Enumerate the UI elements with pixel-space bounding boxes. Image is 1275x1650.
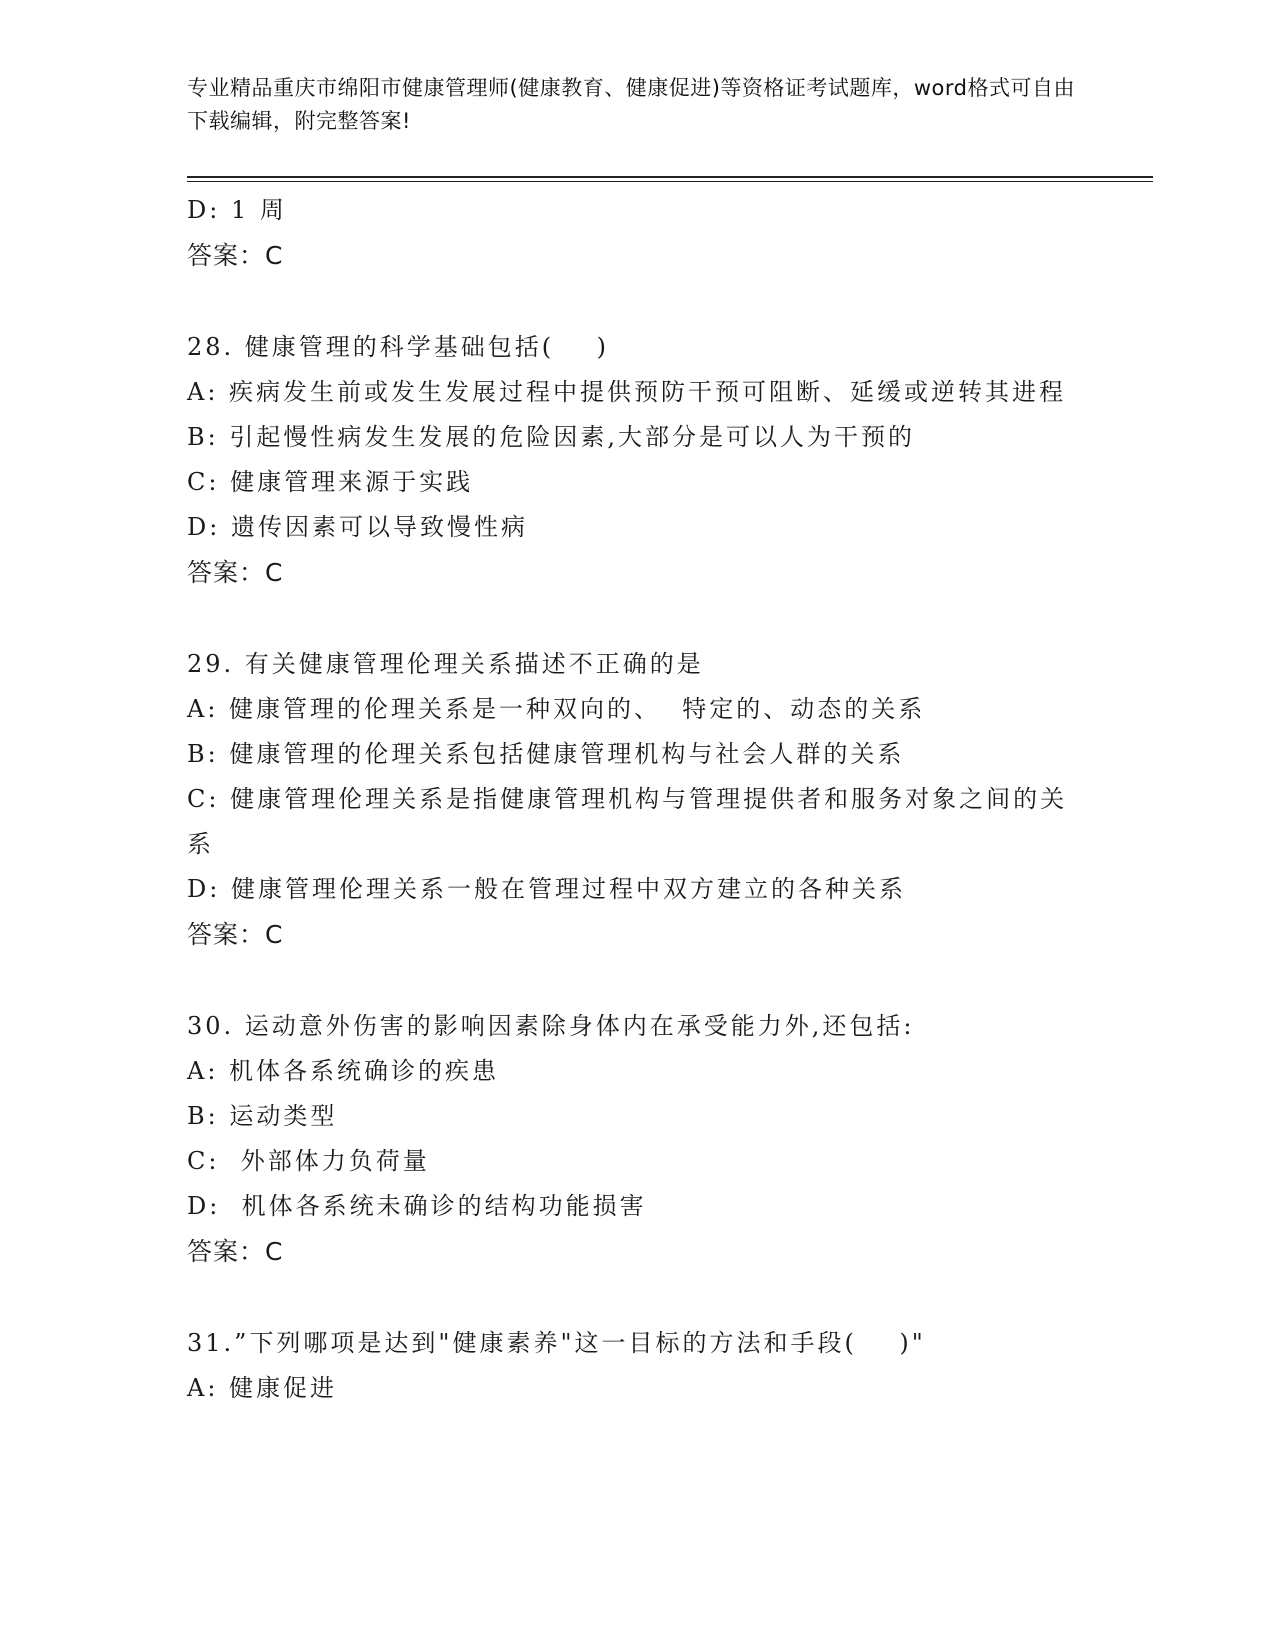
q28-title: 28. 健康管理的科学基础包括( ): [187, 333, 610, 361]
q30-option-d: D: 机体各系统未确诊的结构功能损害: [187, 1192, 647, 1220]
q29-option-d: D: 健康管理伦理关系一般在管理过程中双方建立的各种关系: [187, 875, 906, 903]
q31-title: 31.”下列哪项是达到"健康素养"这一目标的方法和手段( )": [187, 1329, 926, 1357]
q30-option-a: A: 机体各系统确诊的疾患: [187, 1057, 500, 1085]
q30-answer: 答案：C: [187, 1237, 284, 1266]
q28-option-b: B: 引起慢性病发生发展的危险因素,大部分是可以人为干预的: [187, 423, 915, 451]
q30-option-b: B: 运动类型: [187, 1102, 338, 1130]
q28-option-d: D: 遗传因素可以导致慢性病: [187, 513, 528, 541]
q30-option-c: C: 外部体力负荷量: [187, 1147, 430, 1175]
question-content: [187, 188, 1087, 1411]
header-rule-thick: [187, 176, 1153, 178]
q30-title: 30. 运动意外伤害的影响因素除身体内在承受能力外,还包括:: [187, 1012, 915, 1040]
q28-option-c: C: 健康管理来源于实践: [187, 468, 474, 496]
q29-option-c: C: 健康管理伦理关系是指健康管理机构与管理提供者和服务对象之间的关系: [187, 785, 1068, 858]
document-header: 专业精品重庆市绵阳市健康管理师(健康教育、健康促进)等资格证考试题库，word格式可自由下载编辑，附完整答案!: [187, 76, 1076, 133]
header-rule-thin: [187, 181, 1153, 182]
q29-answer: 答案：C: [187, 920, 284, 949]
prev-option-d: D: 1 周: [187, 196, 287, 224]
prev-answer: 答案：C: [187, 241, 284, 270]
q29-option-b: B: 健康管理的伦理关系包括健康管理机构与社会人群的关系: [187, 740, 905, 768]
q29-title: 29. 有关健康管理伦理关系描述不正确的是: [187, 650, 704, 678]
q28-option-a: A: 疾病发生前或发生发展过程中提供预防干预可阻断、延缓或逆转其进程: [187, 378, 1067, 406]
q28-answer: 答案：C: [187, 558, 284, 587]
q29-option-a: A: 健康管理的伦理关系是一种双向的、 特定的、动态的关系: [187, 695, 926, 723]
q31-option-a: A: 健康促进: [187, 1374, 338, 1402]
